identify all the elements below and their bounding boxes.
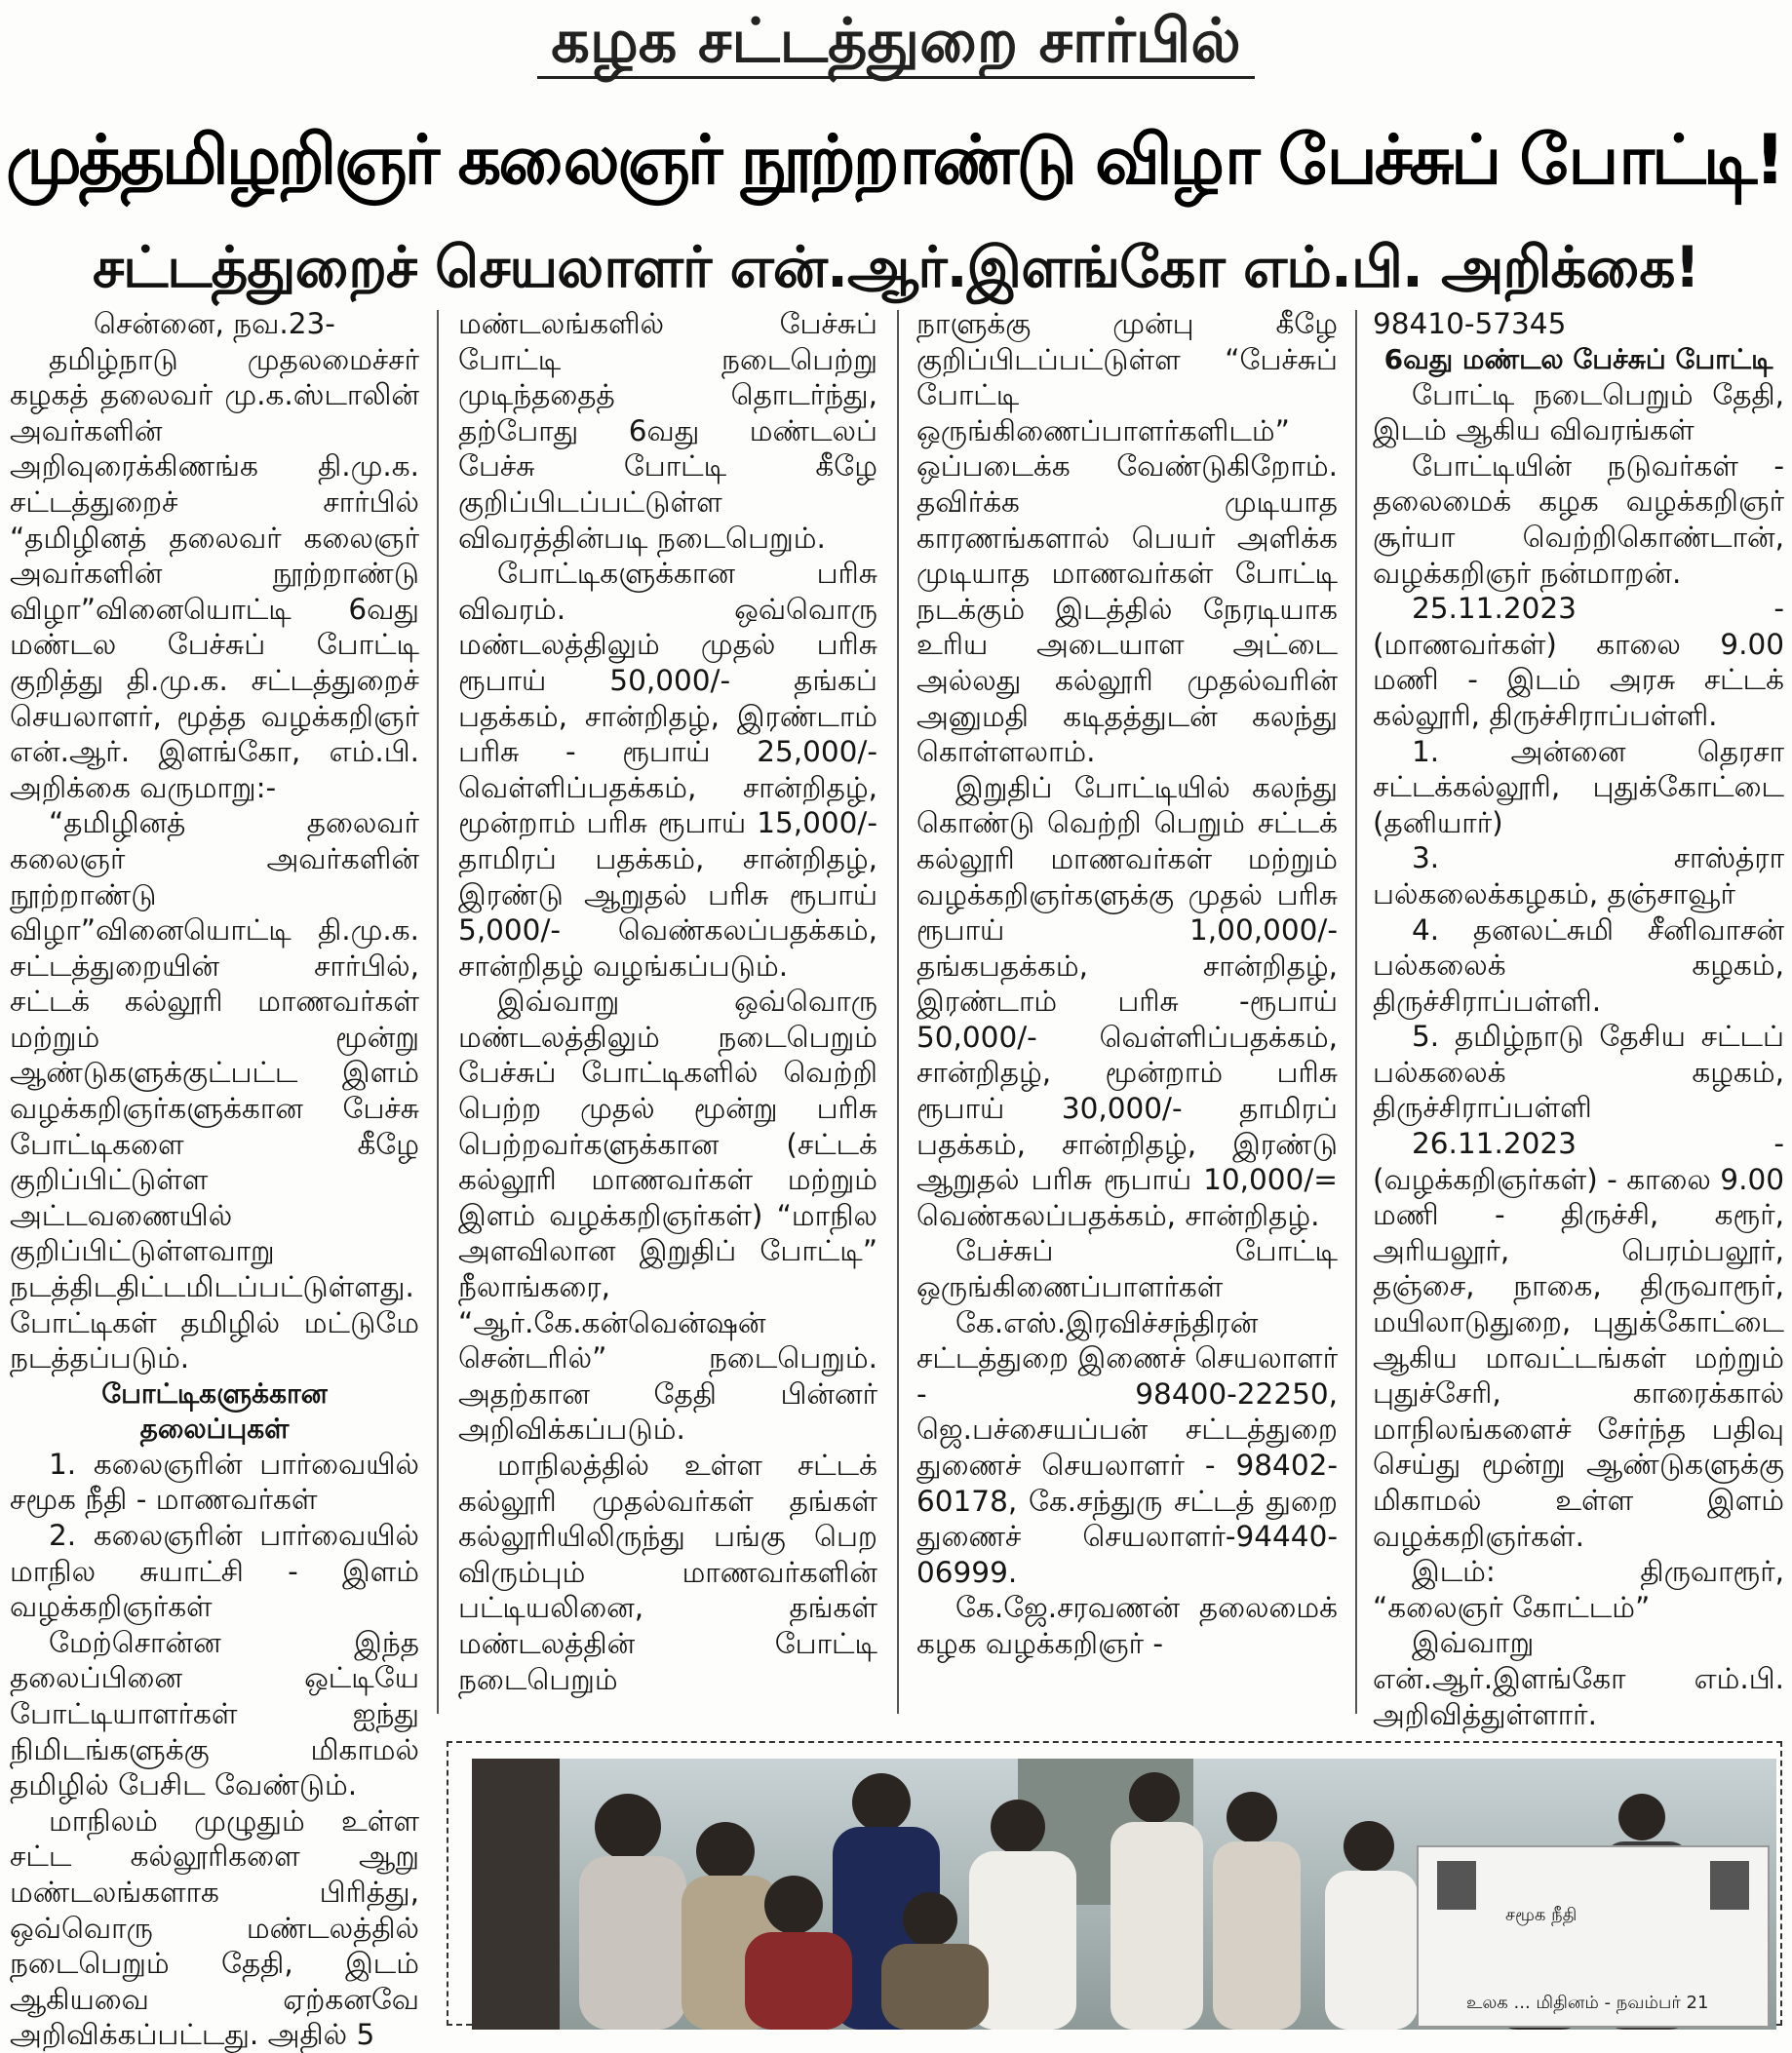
- article-paragraph: 1. அன்னை தெரசா சட்டக்கல்லூரி, புதுக்கோட்டை (தனியார்): [1373, 734, 1784, 839]
- banner-line-2: உலக ... மிதினம் - நவம்பர் 21: [1466, 1993, 1709, 2013]
- article-paragraph: மேற்சொன்ன இந்த தலைப்பினை ஒட்டியே போட்டியாளர்கள் ஐந்து நிமிடங்களுக்கு மிகாமல் தமிழில் பேசிட வேண்டும்.: [10, 1625, 419, 1802]
- section-heading: போட்டிகளுக்கான: [101, 1376, 328, 1410]
- article-paragraph: 2. கலைஞரின் பார்வையில் மாநில சுயாட்சி - இளம் வழக்கறிஞர்கள்: [10, 1519, 419, 1624]
- article-paragraph: போட்டியின் நடுவர்கள் - தலைமைக் கழக வழக்கறிஞர் சூர்யா வெற்றிகொண்டான், வழக்கறிஞர் நன்மாறன்.: [1373, 448, 1784, 590]
- article-paragraph: நாளுக்கு முன்பு கீழே குறிப்பிடப்பட்டுள்ள “பேச்சுப் போட்டி ஒருங்கிணைப்பாளர்களிடம்” ஒப்படைக்க வேண்டுகிறோம். தவிர்க்க முடியாத காரணங்களால் பெயர் அளிக்க முடியாத மாணவர்கள் போட்டி நடக்கும் இடத்தில் நேரடியாக உரிய அடையாள அட்டை அல்லது கல்லூரி முதல்வரின் அனுமதி கடிதத்துடன் கலந்து கொள்ளலாம்.: [916, 307, 1338, 769]
- column-rule: [897, 310, 899, 1714]
- article-paragraph: சென்னை, நவ.23-: [94, 307, 335, 340]
- article-paragraph: “தமிழினத் தலைவர் கலைஞர் அவர்களின் நூற்றாண்டு விழா”வினையொட்டி தி.மு.க. சட்டத்துறையின் சார்பில், சட்டக் கல்லூரி மாணவர்கள் மற்றும் மூன்று ஆண்டுகளுக்குட்பட்ட இளம் வழக்கறிஞர்களுக்கான பேச்சு போட்டிகளை கீழே குறிப்பிட்டுள்ள அட்டவணையில் குறிப்பிட்டுள்ளவாறு நடத்திடதிட்டமிடப்பட்டுள்ளது. போட்டிகள் தமிழில் மட்டுமே நடத்தப்படும்.: [10, 806, 419, 1375]
- article-paragraph: 98410-57345: [1373, 307, 1567, 340]
- headline: முத்தமிழறிஞர் கலைஞர் நூற்றாண்டு விழா பேச்சுப் போட்டி!: [6, 120, 1783, 200]
- article-paragraph: போட்டிகளுக்கான பரிசு விவரம். ஒவ்வொரு மண்டலத்திலும் முதல் பரிசு ரூபாய் 50,000/- தங்கப் பதக்கம், சான்றிதழ், இரண்டாம் பரிசு - ரூபாய் 25,000/- வெள்ளிப்பதக்கம், சான்றிதழ், மூன்றாம் பரிசு ரூபாய் 15,000/- தாமிரப் பதக்கம், சான்றிதழ், இரண்டு ஆறுதல் பரிசு ரூபாய் 5,000/- வெண்கலப்பதக்கம், சான்றிதழ் வழங்கப்படும்.: [458, 557, 877, 983]
- article-column-4: [1373, 306, 1784, 1729]
- article-paragraph: கே.ஜே.சரவணன் தலைமைக் கழக வழக்கறிஞர் -: [916, 1591, 1338, 1660]
- section-heading: தலைப்புகள்: [139, 1412, 290, 1445]
- article-column-3: [916, 306, 1338, 1729]
- column-rule: [1355, 310, 1357, 1714]
- article-paragraph: 4. தனலட்சுமி சீனிவாசன் பல்கலைக் கழகம், திருச்சிராப்பள்ளி.: [1373, 912, 1784, 1018]
- article-paragraph: இறுதிப் போட்டியில் கலந்து கொண்டு வெற்றி பெறும் சட்டக் கல்லூரி மாணவர்கள் மற்றும் வழக்கறிஞர்களுக்கு முதல் பரிசு ரூபாய் 1,00,000/- தங்கபதக்கம், சான்றிதழ், இரண்டாம் பரிசு -ரூபாய் 50,000/- வெள்ளிப்பதக்கம், சான்றிதழ், மூன்றாம் பரிசு ரூபாய் 30,000/- தாமிரப் பதக்கம், சான்றிதழ், இரண்டு ஆறுதல் பரிசு ரூபாய் 10,000/= வெண்கலப்பதக்கம், சான்றிதழ்.: [916, 770, 1338, 1232]
- article-paragraph: பேச்சுப் போட்டி ஒருங்கிணைப்பாளர்கள்: [916, 1234, 1338, 1304]
- article-paragraph: இவ்வாறு ஒவ்வொரு மண்டலத்திலும் நடைபெறும் பேச்சுப் போட்டிகளில் வெற்றி பெற்ற முதல் மூன்று பரிசு பெற்றவர்களுக்கான (சட்டக் கல்லூரி மாணவர்கள் மற்றும் இளம் வழக்கறிஞர்கள்) “மாநில அளவிலான இறுதிப் போட்டி” நீலாங்கரை, “ஆர்.கே.கன்வென்ஷன் சென்டரில்” நடைபெறும். அதற்கான தேதி பின்னர் அறிவிக்கப்படும்.: [458, 985, 877, 1447]
- kicker-heading: [0, 4, 1792, 78]
- article-paragraph: கே.எஸ்.இரவிச்சந்திரன் சட்டத்துறை இணைச் செயலாளர் - 98400-22250, ஜெ.பச்சையப்பன் சட்டத்துறை துணைச் செயலாளர் - 98402-60178, கே.சந்துரு சட்டத் துறை துணைச் செயலாளர்-94440-06999.: [916, 1305, 1338, 1589]
- article-paragraph: மாநிலத்தில் உள்ள சட்டக் கல்லூரி முதல்வர்கள் தங்கள் கல்லூரியிலிருந்து பங்கு பெற விரும்பும் மாணவர்களின் பட்டியலினை, தங்கள் மண்டலத்தின் போட்டி நடைபெறும்: [458, 1449, 877, 1696]
- banner-line-1: சமூக நீதி: [1505, 1905, 1578, 1925]
- article-paragraph: மண்டலங்களில் பேச்சுப் போட்டி நடைபெற்று முடிந்ததைத் தொடர்ந்து, தற்போது 6வது மண்டலப் பேச்சு போட்டி கீழே குறிப்பிடப்பட்டுள்ள விவரத்தின்படி நடைபெறும்.: [458, 307, 877, 555]
- section-heading: 6வது மண்டல பேச்சுப் போட்டி: [1383, 342, 1773, 375]
- kicker-text: கழக சட்டத்துறை சார்பில்: [537, 5, 1255, 79]
- article-paragraph: மாநிலம் முழுதும் உள்ள சட்ட கல்லூரிகளை ஆறு மண்டலங்களாக பிரித்து, ஒவ்வொரு மண்டலத்தில் நடைபெறும் தேதி, இடம் ஆகியவை ஏற்கனவே அறிவிக்கப்பட்டது. அதில் 5: [10, 1803, 419, 2052]
- article-paragraph: 3. சாஸ்த்ரா பல்கலைக்கழகம், தஞ்சாவூர்: [1373, 841, 1784, 910]
- article-paragraph: இவ்வாறு என்.ஆர்.இளங்கோ எம்.பி. அறிவித்துள்ளார்.: [1373, 1626, 1784, 1731]
- subheadline: சட்டத்துறைச் செயலாளர் என்.ஆர்.இளங்கோ எம்.பி. அறிக்கை!: [93, 234, 1699, 300]
- article-paragraph: போட்டி நடைபெறும் தேதி, இடம் ஆகிய விவரங்கள்: [1373, 377, 1784, 447]
- article-paragraph: 26.11.2023 - (வழக்கறிஞர்கள்) - காலை 9.00 மணி - திருச்சி, கரூர், அரியலூர், பெரம்பலூர், தஞ்சை, நாகை, திருவாரூர், மயிலாடுதுறை, புதுக்கோட்டை ஆகிய மாவட்டங்கள் மற்றும் புதுச்சேரி, காரைக்கால் மாநிலங்களைச் சேர்ந்த பதிவு செய்து மூன்று ஆண்டுகளுக்கு மிகாமல் உள்ள இளம் வழக்கறிஞர்கள்.: [1373, 1127, 1784, 1553]
- article-column-2: [458, 306, 877, 1729]
- news-photo: [472, 1759, 1776, 2030]
- article-paragraph: 1. கலைஞரின் பார்வையில் சமூக நீதி - மாணவர்கள்: [10, 1447, 419, 1517]
- article-column-1: [10, 306, 419, 2052]
- article-paragraph: 25.11.2023 - (மாணவர்கள்) காலை 9.00 மணி - இடம் அரசு சட்டக் கல்லூரி, திருச்சிராப்பள்ளி.: [1373, 592, 1784, 732]
- article-paragraph: தமிழ்நாடு முதலமைச்சர் கழகத் தலைவர் மு.க.ஸ்டாலின் அவர்களின் அறிவுரைக்கிணங்க தி.மு.க. சட்டத்துறைச் சார்பில் “தமிழினத் தலைவர் கலைஞர் அவர்களின் நூற்றாண்டு விழா”வினையொட்டி 6வது மண்டல பேச்சுப் போட்டி குறித்து தி.மு.க. சட்டத்துறைச் செயலாளர், மூத்த வழக்கறிஞர் என்.ஆர். இளங்கோ, எம்.பி. அறிக்கை வருமாறு:-: [10, 342, 419, 804]
- article-paragraph: இடம்: திருவாரூர், “கலைஞர் கோட்டம்”: [1373, 1555, 1784, 1624]
- column-rule: [437, 310, 439, 1714]
- crowd-photo-illustration: [472, 1759, 1776, 2030]
- article-paragraph: 5. தமிழ்நாடு தேசிய சட்டப் பல்கலைக் கழகம், திருச்சிராப்பள்ளி: [1373, 1020, 1784, 1125]
